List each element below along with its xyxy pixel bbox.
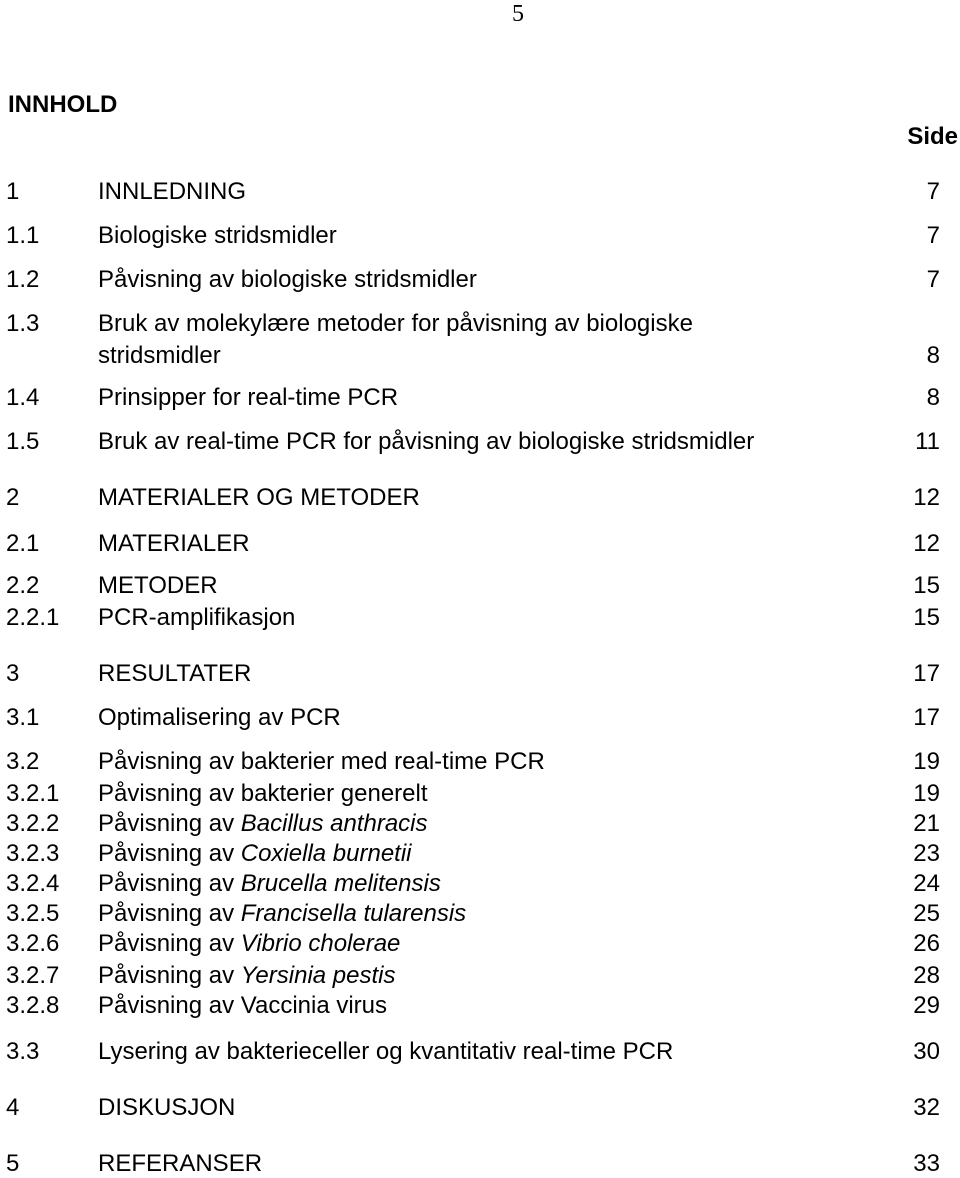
toc-entry-number: 3.2.4 (6, 870, 60, 897)
page-number: 5 (512, 1, 524, 27)
toc-entry-page: 12 (913, 484, 940, 511)
toc-entry-page: 19 (913, 780, 940, 807)
toc-entry-number: 1.3 (6, 310, 40, 337)
toc-entry-number: 1.4 (6, 384, 40, 411)
toc-entry-title-italic: Yersinia pestis (240, 962, 396, 989)
toc-entry-page: 11 (915, 428, 940, 455)
toc-entry-page: 19 (913, 748, 940, 775)
toc-entry-title: Påvisning av Yersinia pestis (98, 962, 396, 989)
toc-entry-number: 3.2.8 (6, 992, 60, 1019)
toc-entry-title: REFERANSER (98, 1150, 263, 1177)
toc-entry-number: 3.1 (6, 704, 40, 731)
toc-entry-page: 21 (913, 810, 940, 837)
toc-entry-number: 1.1 (6, 222, 40, 249)
toc-entry-number: 3.2.2 (6, 810, 60, 837)
toc-entry-page: 8 (926, 342, 940, 369)
toc-entry-page: 7 (926, 266, 940, 293)
toc-entry-page: 29 (913, 992, 940, 1019)
toc-entry-page: 28 (913, 962, 940, 989)
toc-entry-title: Lysering av bakterieceller og kvantitativ real-time PCR (98, 1038, 674, 1065)
toc-entry-number: 4 (6, 1094, 20, 1121)
toc-entry-number: 5 (6, 1150, 20, 1177)
toc-entry-number: 1 (6, 178, 20, 205)
toc-entry-page: 12 (913, 530, 940, 557)
toc-entry-number: 2.1 (6, 530, 40, 557)
toc-entry-page: 30 (913, 1038, 940, 1065)
toc-entry-title-continuation: stridsmidler (98, 342, 221, 369)
toc-entry-number: 3.2.7 (6, 962, 60, 989)
page-column-label: Side (907, 123, 958, 150)
toc-entry-page: 26 (913, 930, 940, 957)
toc-entry-title: Biologiske stridsmidler (98, 222, 337, 249)
toc-entry-title: Påvisning av Vibrio cholerae (98, 930, 401, 957)
toc-entry-title: Påvisning av bakterier med real-time PCR (98, 748, 545, 775)
toc-entry-title: Påvisning av Vaccinia virus (98, 992, 388, 1019)
toc-entry-title: MATERIALER OG METODER (98, 484, 420, 511)
toc-entry-title: INNLEDNING (98, 178, 247, 205)
toc-entry-page: 15 (913, 604, 940, 631)
toc-entry-page: 17 (913, 660, 940, 687)
toc-entry-title: MATERIALER (98, 530, 250, 557)
toc-entry-page: 24 (913, 870, 940, 897)
toc-entry-title: Påvisning av Francisella tularensis (98, 900, 467, 927)
toc-entry-title: Påvisning av biologiske stridsmidler (98, 266, 477, 293)
toc-entry-page: 32 (913, 1094, 940, 1121)
toc-entry-title: DISKUSJON (98, 1094, 236, 1121)
toc-entry-number: 3.2.3 (6, 840, 60, 867)
toc-entry-title: Bruk av real-time PCR for påvisning av biologiske stridsmidler (98, 428, 755, 455)
toc-entry-title: METODER (98, 572, 218, 599)
toc-entry-title: PCR-amplifikasjon (98, 604, 296, 631)
toc-entry-title: Påvisning av Bacillus anthracis (98, 810, 428, 837)
toc-entry-number: 3.3 (6, 1038, 40, 1065)
toc-entry-title: Påvisning av Brucella melitensis (98, 870, 441, 897)
toc-entry-number: 2 (6, 484, 20, 511)
toc-entry-title-italic: Vibrio cholerae (240, 930, 401, 957)
toc-entry-page: 7 (926, 222, 940, 249)
toc-entry-title-italic: Coxiella burnetii (240, 840, 412, 867)
toc-entry-title: RESULTATER (98, 660, 252, 687)
toc-entry-number: 2.2.1 (6, 604, 60, 631)
toc-entry-page: 8 (926, 384, 940, 411)
toc-entry-number: 1.2 (6, 266, 40, 293)
toc-entry-number: 3.2.5 (6, 900, 60, 927)
toc-entry-page: 23 (913, 840, 940, 867)
toc-entry-number: 3 (6, 660, 20, 687)
toc-entry-number: 3.2.1 (6, 780, 60, 807)
toc-entry-title: Bruk av molekylære metoder for påvisning av biologiske (98, 310, 693, 337)
toc-entry-title-italic: Francisella tularensis (240, 900, 467, 927)
toc-entry-title-italic: Bacillus anthracis (240, 810, 428, 837)
toc-entry-title: Optimalisering av PCR (98, 704, 341, 731)
toc-entry-page: 33 (913, 1150, 940, 1177)
toc-entry-title: Prinsipper for real-time PCR (98, 384, 399, 411)
toc-entry-title: Påvisning av Coxiella burnetii (98, 840, 412, 867)
toc-entry-number: 2.2 (6, 572, 40, 599)
toc-entry-number: 3.2 (6, 748, 40, 775)
toc-entry-page: 17 (913, 704, 940, 731)
toc-entry-number: 1.5 (6, 428, 40, 455)
toc-heading: INNHOLD (8, 91, 118, 118)
toc-entry-title: Påvisning av bakterier generelt (98, 780, 428, 807)
toc-entry-page: 25 (913, 900, 940, 927)
toc-entry-title-italic: Brucella melitensis (240, 870, 441, 897)
toc-entry-number: 3.2.6 (6, 930, 60, 957)
toc-entry-page: 7 (926, 178, 940, 205)
toc-entry-page: 15 (913, 572, 940, 599)
